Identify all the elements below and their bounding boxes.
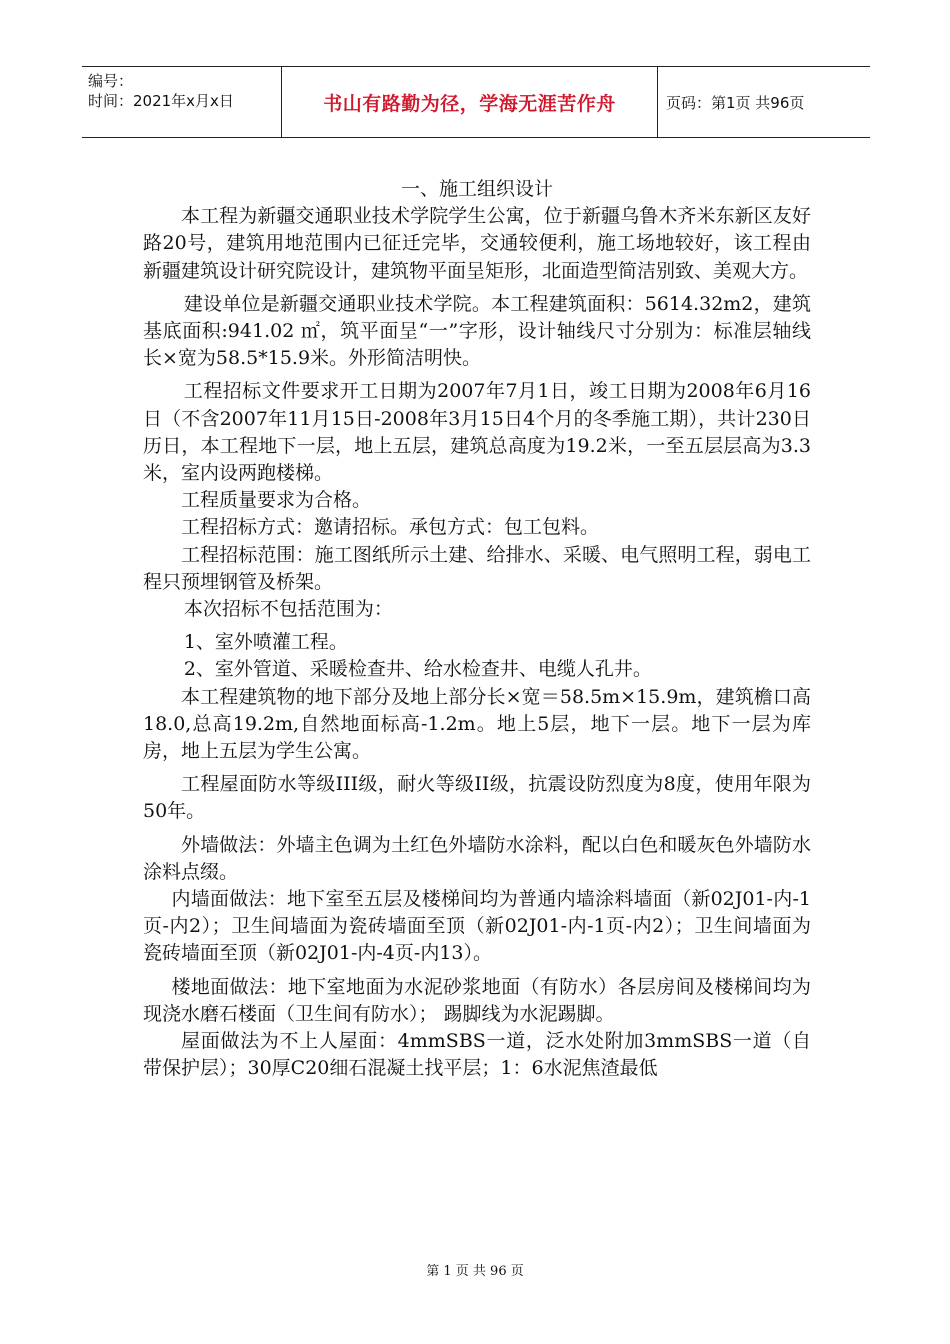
- paragraph: 楼地面做法：地下室地面为水泥砂浆地面（有防水）各层房间及楼梯间均为现浇水磨石楼面（卫生间有防水）； 踢脚线为水泥踢脚。: [143, 975, 811, 1025]
- paragraph: 工程招标范围：施工图纸所示土建、给排水、采暖、电气照明工程，弱电工程只预埋钢管及桥架。: [143, 543, 811, 593]
- paragraph: 1、室外喷灌工程。: [183, 631, 348, 654]
- paragraph: 内墙面做法：地下室至五层及楼梯间均为普通内墙涂料墙面（新02J01-内-1页-内2）；卫生间墙面为瓷砖墙面至顶（新02J01-内-1页-内2）；卫生间墙面为瓷砖墙面至顶（新02J01-内-4页-内13）。: [143, 888, 811, 965]
- paragraph: 本工程建筑物的地下部分及地上部分长×宽＝58.5m×15.9m，建筑檐口高18.0,总高19.2m,自然地面标高-1.2m。地上5层，地下一层。地下一层为库房，地上五层为学生公寓。: [143, 685, 811, 763]
- time-label: 时间：2021年x月x日: [88, 92, 234, 110]
- number-label: 编号：: [88, 72, 134, 90]
- paragraph: 本次招标不包括范围为：: [183, 598, 393, 621]
- paragraph: 屋面做法为不上人屋面：4mmSBS一道，泛水处附加3mmSBS一道（自带保护层）；30厚C20细石混凝土找平层；1：6水泥焦渣最低: [143, 1030, 811, 1080]
- motto-text: 书山有路勤为径，学海无涯苦作舟: [323, 92, 616, 115]
- paragraph: 工程招标方式：邀请招标。承包方式：包工包料。: [181, 516, 600, 539]
- header-page-cell: [658, 67, 870, 137]
- document-title: 一、施工组织设计: [400, 178, 553, 200]
- paragraph: 工程屋面防水等级III级，耐火等级II级，抗震设防烈度为8度，使用年限为50年。: [143, 773, 811, 823]
- paragraph: 工程质量要求为合格。: [181, 489, 372, 512]
- header-table: [82, 66, 870, 138]
- paragraph: 2、室外管道、采暖检查井、给水检查井、电缆人孔井。: [183, 658, 652, 681]
- document-body: [143, 176, 811, 1083]
- page-footer: [0, 1260, 950, 1279]
- page-code: 页码：第1页 共96页: [666, 93, 805, 112]
- paragraph: 建设单位是新疆交通职业技术学院。本工程建筑面积：5614.32m2，建筑基底面积:941.02 ㎡，筑平面呈“一”字形，设计轴线尺寸分别为：标准层轴线长×宽为58.5*15.9米。外形简洁明快。: [143, 292, 811, 370]
- paragraph: 外墙做法：外墙主色调为土红色外墙防水涂料，配以白色和暖灰色外墙防水涂料点缀。: [143, 833, 811, 883]
- paragraph: 本工程为新疆交通职业技术学院学生公寓，位于新疆乌鲁木齐米东新区友好路20号，建筑用地范围内已征迁完毕，交通较便利，施工场地较好，该工程由新疆建筑设计研究院设计，建筑物平面呈矩形，北面造型简洁别致、美观大方。: [143, 205, 811, 282]
- paragraph: 工程招标文件要求开工日期为2007年7月1日，竣工日期为2008年6月16日（不含2007年11月15日-2008年3月15日4个月的冬季施工期），共计230日历日，本工程地下一层，地上五层，建筑总高度为19.2米，一至五层层高为3.3米，室内设两跑楼梯。: [143, 380, 811, 485]
- header-meta-cell: [82, 67, 282, 137]
- footer-page-number: 第 1 页 共 96 页: [426, 1264, 524, 1279]
- header-motto-cell: [282, 67, 658, 137]
